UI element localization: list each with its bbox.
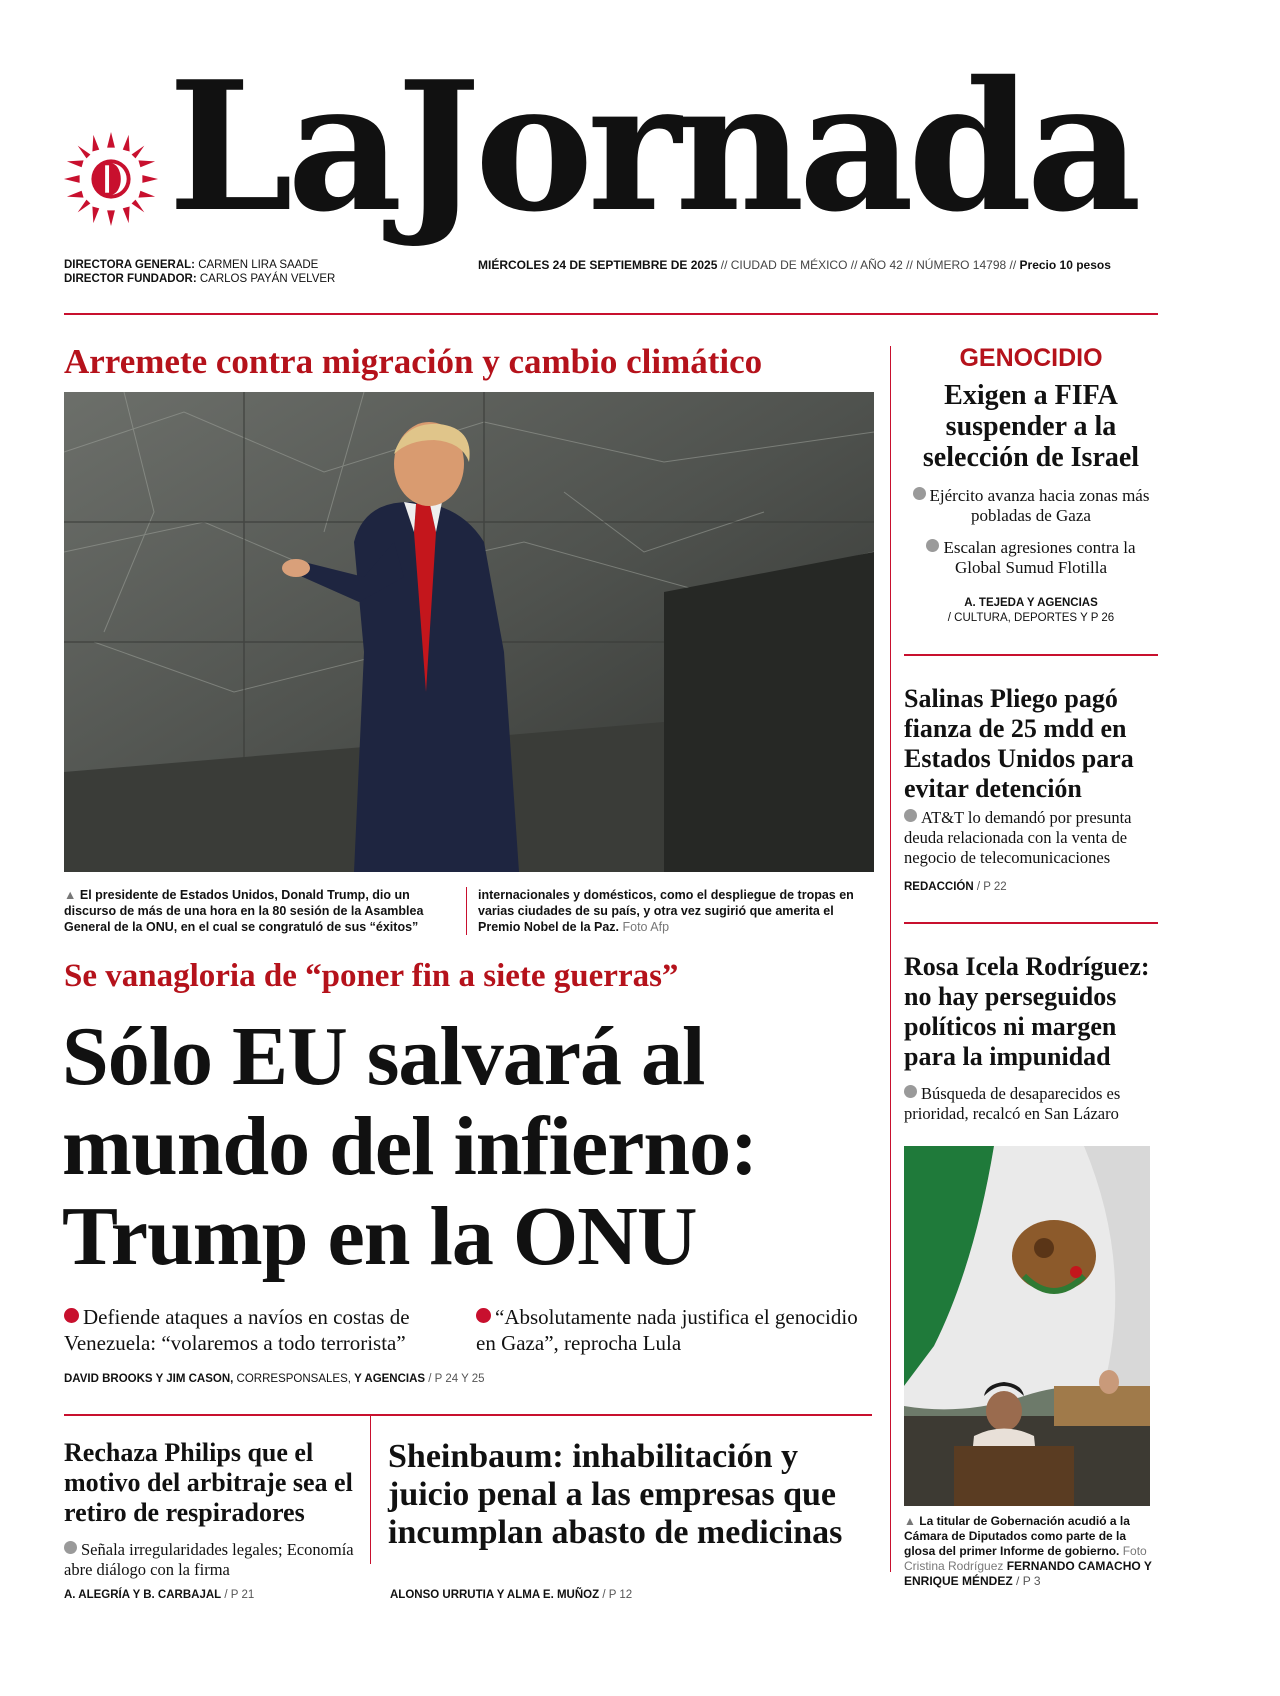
lead-headline[interactable]: Sólo EU salvará al mundo del infierno: Trump en la ONU <box>62 1010 758 1283</box>
issue-price: Precio 10 pesos <box>1019 258 1111 272</box>
lead-caption-right: internacionales y domésticos, como el despliegue de tropas en varias ciudades de su país, y otra vez sugirió que amerita el Premio Nobel de la Paz. Foto Afp <box>478 888 854 934</box>
philips-bullet: Señala irregularidades legales; Economía abre diálogo con la firma <box>64 1540 354 1579</box>
salinas-byline: REDACCIÓN / P 22 <box>904 881 1007 893</box>
triangle-up-icon: ▲ <box>904 1514 916 1528</box>
lead-byline: DAVID BROOKS Y JIM CASON, CORRESPONSALES, Y AGENCIAS / P 24 Y 25 <box>64 1373 485 1385</box>
bullet-dot-icon <box>926 539 939 552</box>
fifa-bullet-1: Ejército avanza hacia zonas más pobladas de Gaza <box>904 486 1158 526</box>
sun-logo-icon <box>62 130 160 228</box>
fifa-byline: A. TEJEDA Y AGENCIAS / CULTURA, DEPORTES Y P 26 <box>947 597 1115 624</box>
lead-photo[interactable] <box>64 392 874 872</box>
bullet-dot-icon <box>913 487 926 500</box>
rosa-icela-photo[interactable] <box>904 1146 1150 1506</box>
lead-bottom-divider <box>64 1414 872 1416</box>
salinas-headline[interactable]: Salinas Pliego pagó fianza de 25 mdd en Estados Unidos para evitar detención <box>904 684 1134 803</box>
sheinbaum-headline[interactable]: Sheinbaum: inhabilitación y juicio penal a las empresas que incumplan abasto de medicinas <box>388 1438 843 1551</box>
lead-bullet-1: Defiende ataques a navíos en costas de Venezuela: “volaremos a todo terrorista” <box>64 1305 410 1355</box>
triangle-up-icon: ▲ <box>64 888 77 902</box>
genocidio-kicker[interactable]: GENOCIDIO <box>959 344 1103 372</box>
issue-city: // CIUDAD DE MÉXICO // AÑO 42 // NÚMERO 14798 // <box>720 258 1017 272</box>
rosa-icela-caption: ▲ La titular de Gobernación acudió a la Cámara de Diputados como parte de la glosa del primer Informe de gobierno. Foto Cristina Rodríguez FERNANDO CAMACHO Y ENRIQUE MÉNDEZ / P 3 <box>904 1514 1152 1588</box>
bullet-dot-icon <box>476 1308 491 1323</box>
masthead-divider <box>64 313 1158 315</box>
newspaper-logo[interactable]: LaJornada <box>168 42 1136 251</box>
lead-bullet-2: “Absolutamente nada justifica el genocidio en Gaza”, reprocha Lula <box>476 1305 858 1355</box>
photo-credit: Foto Cristina Rodríguez <box>904 1544 1147 1573</box>
lead-subhead[interactable]: Se vanagloria de “poner fin a siete guerras” <box>64 958 679 994</box>
lead-kicker[interactable]: Arremete contra migración y cambio climático <box>64 342 763 381</box>
fifa-headline[interactable]: Exigen a FIFA suspender a la selección de Israel <box>922 380 1140 473</box>
right-divider-2 <box>904 922 1158 924</box>
issue-date: MIÉRCOLES 24 DE SEPTIEMBRE DE 2025 <box>478 258 718 272</box>
staff-credits: DIRECTORA GENERAL: CARMEN LIRA SAADE DIRECTOR FUNDADOR: CARLOS PAYÁN VELVER <box>64 259 336 285</box>
bullet-dot-icon <box>904 809 917 822</box>
bullet-dot-icon <box>64 1308 79 1323</box>
right-column-divider <box>890 346 891 1572</box>
bullet-dot-icon <box>904 1085 917 1098</box>
fifa-bullet-2: Escalan agresiones contra la Global Sumud Flotilla <box>904 538 1158 578</box>
lead-caption-left: ▲ El presidente de Estados Unidos, Donald Trump, dio un discurso de más de una hora en la 80 sesión de la Asamblea General de la ONU, en el cual se congratuló de sus “éxitos” <box>64 888 424 934</box>
rosa-icela-headline[interactable]: Rosa Icela Rodríguez: no hay perseguidos políticos ni margen para la impunidad <box>904 952 1150 1071</box>
salinas-bullet: AT&T lo demandó por presunta deuda relacionada con la venta de negocio de telecomunicaciones <box>904 808 1132 867</box>
issue-info <box>478 258 1158 272</box>
philips-byline: A. ALEGRÍA Y B. CARBAJAL / P 21 <box>64 1589 255 1601</box>
bottom-column-divider <box>370 1414 371 1564</box>
bullet-dot-icon <box>64 1541 77 1554</box>
sheinbaum-byline: ALONSO URRUTIA Y ALMA E. MUÑOZ / P 12 <box>390 1589 633 1601</box>
philips-headline[interactable]: Rechaza Philips que el motivo del arbitraje sea el retiro de respiradores <box>64 1438 353 1527</box>
right-divider-1 <box>904 654 1158 656</box>
rosa-icela-bullet: Búsqueda de desaparecidos es prioridad, recalcó en San Lázaro <box>904 1084 1121 1123</box>
photo-credit: Foto Afp <box>622 920 670 934</box>
caption-divider <box>466 887 467 935</box>
